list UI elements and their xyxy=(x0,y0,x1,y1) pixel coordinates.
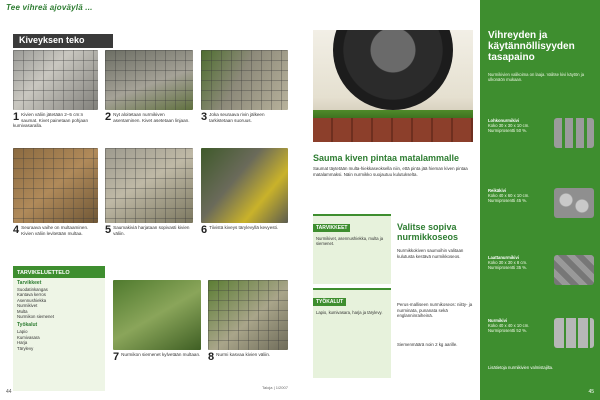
step-text: Nurmi kasvaa kivien väliin. xyxy=(216,352,271,357)
step-2-caption xyxy=(105,112,193,123)
step-6-photo xyxy=(201,148,288,223)
body-paragraph: Nurmikkokiven saumoihin valitaan kulutusta kestävä nurmikkoseos. xyxy=(397,248,464,259)
product-name: Lohkonurmikivi xyxy=(488,118,520,123)
step-6-caption xyxy=(201,225,288,236)
article-headline: Sauma kiven pintaa matalammalle xyxy=(313,153,460,163)
step-8-caption xyxy=(208,352,288,363)
brick-edge xyxy=(313,118,473,142)
page-number-right: 45 xyxy=(588,389,594,395)
step-8-photo xyxy=(208,280,288,350)
product-specs: Koko 30 x 30 x 8 cm. Nurmiprosentti 35 %. xyxy=(488,260,528,271)
step-number: 7 xyxy=(113,351,120,363)
list-item: Nurmikon siemenet xyxy=(17,314,55,320)
step-number: 8 xyxy=(208,351,215,363)
product-item xyxy=(488,255,594,303)
product-specs: Koko 40 x 40 x 10 cm. Nurmiprosentti 52 %. xyxy=(488,323,530,334)
sidebar-heading: Vihreyden ja käytännöllisyyden tasapaino xyxy=(488,30,575,63)
paving-stone-image xyxy=(554,318,594,348)
step-number: 6 xyxy=(201,224,208,236)
step-7-caption xyxy=(113,352,201,363)
step-text: Nurmikon siemenet kylvetään multaan. xyxy=(121,352,201,357)
subheadline: Valitse sopiva nurmikkoseos xyxy=(397,222,459,242)
step-number: 3 xyxy=(201,111,208,123)
product-name: Nurmikivi xyxy=(488,318,508,323)
step-3-photo xyxy=(201,50,288,110)
step-text: Saumakiviä harjataan sopivasti kivien väliin. xyxy=(113,225,190,236)
wheel-on-paving-photo xyxy=(313,30,473,142)
materials-box-text: Nurmikivet, asennushiekka, multa ja siemenet. xyxy=(316,236,384,247)
body-paragraph: Saumat täytetään multa-hiekkaseoksella niin, että pinta jää hieman kiven pintaa matalammaksi. Näin nurmikko suojautuu kulutukselta. xyxy=(313,166,468,177)
materials-box xyxy=(313,214,391,284)
tools-list-subheading: Tarvikkeet xyxy=(17,280,42,286)
product-name: Laattanurmikivi xyxy=(488,255,519,260)
step-text: Tiivistä kiveys tärylevyllä kevyesti. xyxy=(209,225,279,230)
tools-box-text: Lapio, kumivasara, harja ja tärylevy. xyxy=(316,310,383,315)
step-number: 4 xyxy=(13,224,20,236)
product-text xyxy=(488,188,550,204)
step-1-photo xyxy=(13,50,98,110)
step-number: 5 xyxy=(105,224,112,236)
product-text xyxy=(488,255,550,271)
list-item: Harja xyxy=(17,340,28,346)
tools-list-box xyxy=(13,266,105,391)
step-number: 1 xyxy=(13,111,20,123)
step-text: Kivien väliin jätetään 2–5 cm:n saumat. Kivet painetaan pohjaan kumivasaralla. xyxy=(13,112,89,129)
step-2-photo xyxy=(105,50,193,110)
sidebar-intro: Nurmikivien valikoima on laaja. Valitse kivi käytön ja ulkonäön mukaan. xyxy=(488,72,585,83)
product-name: Reikäkivi xyxy=(488,188,507,193)
tools-list-title: TARVIKELUETTELO xyxy=(13,268,105,278)
footer-issue: Taloja | 1/2007 xyxy=(262,385,288,390)
paving-stone-image xyxy=(554,255,594,285)
list-item: Kantava kerros xyxy=(17,292,46,298)
step-text: Seuraava vaihe on multaaminen. Kivien väliin levitetään multaa. xyxy=(21,225,89,236)
list-item: Kumivasara xyxy=(17,334,40,340)
step-text: Nyt aloitetaan nurmikiven asentaminen. Kivet asetetaan linjaan. xyxy=(113,112,190,123)
right-page xyxy=(300,0,600,400)
section-tag: Tee vihreä ajoväylä ... xyxy=(6,3,93,12)
body-paragraph: Perus-malliseen nurmikoseos: niitty- ja nurminata, punanata sekä englanninraiheinä. xyxy=(397,302,473,318)
step-1-caption xyxy=(13,112,98,129)
product-sidebar xyxy=(480,0,600,400)
wheel-image xyxy=(333,30,453,110)
tools-list-subheading: Työkalut xyxy=(17,322,38,329)
paving-stone-image xyxy=(554,188,594,218)
materials-list xyxy=(13,286,105,320)
list-item: Suodatinkangas xyxy=(17,287,48,292)
paving-stone-image xyxy=(554,118,594,148)
step-text: Joka seuraava rivin jälkeen tarkistetaan suoruus. xyxy=(209,112,265,123)
product-item xyxy=(488,188,594,236)
step-5-caption xyxy=(105,225,193,236)
list-item: Lapio xyxy=(17,329,28,335)
step-3-caption xyxy=(201,112,288,123)
list-item: Multa xyxy=(17,308,28,314)
step-4-photo xyxy=(13,148,98,223)
list-item: Asennushiekka xyxy=(17,297,47,303)
product-specs: Koko 40 x 60 x 10 cm. Nurmiprosentti 45 %. xyxy=(488,193,530,204)
step-4-caption xyxy=(13,225,98,236)
product-item xyxy=(488,318,594,366)
body-paragraph: Siemenmäärä noin 2 kg aarille. xyxy=(397,342,458,347)
tools-box xyxy=(313,288,391,378)
tools-box-title: TYÖKALUT xyxy=(313,298,346,306)
step-number: 2 xyxy=(105,111,112,123)
tools-list xyxy=(13,328,105,352)
sidebar-footer: Lisätietoja nurmikivien valmistajilta. xyxy=(488,365,554,370)
list-item: Tärylevy xyxy=(17,345,34,351)
materials-box-title: TARVIKKEET xyxy=(313,224,350,232)
page-number-left: 44 xyxy=(6,389,12,395)
list-item: Nurmikivet xyxy=(17,303,38,309)
step-7-photo xyxy=(113,280,201,350)
product-text xyxy=(488,118,550,134)
left-page xyxy=(0,18,300,400)
product-item xyxy=(488,118,594,166)
product-text xyxy=(488,318,550,334)
section-title: Kiveyksen teko xyxy=(19,35,85,45)
step-5-photo xyxy=(105,148,193,223)
product-specs: Koko 30 x 30 x 10 cm. Nurmiprosentti 50 %. xyxy=(488,123,530,134)
section-title-bar xyxy=(13,34,113,48)
